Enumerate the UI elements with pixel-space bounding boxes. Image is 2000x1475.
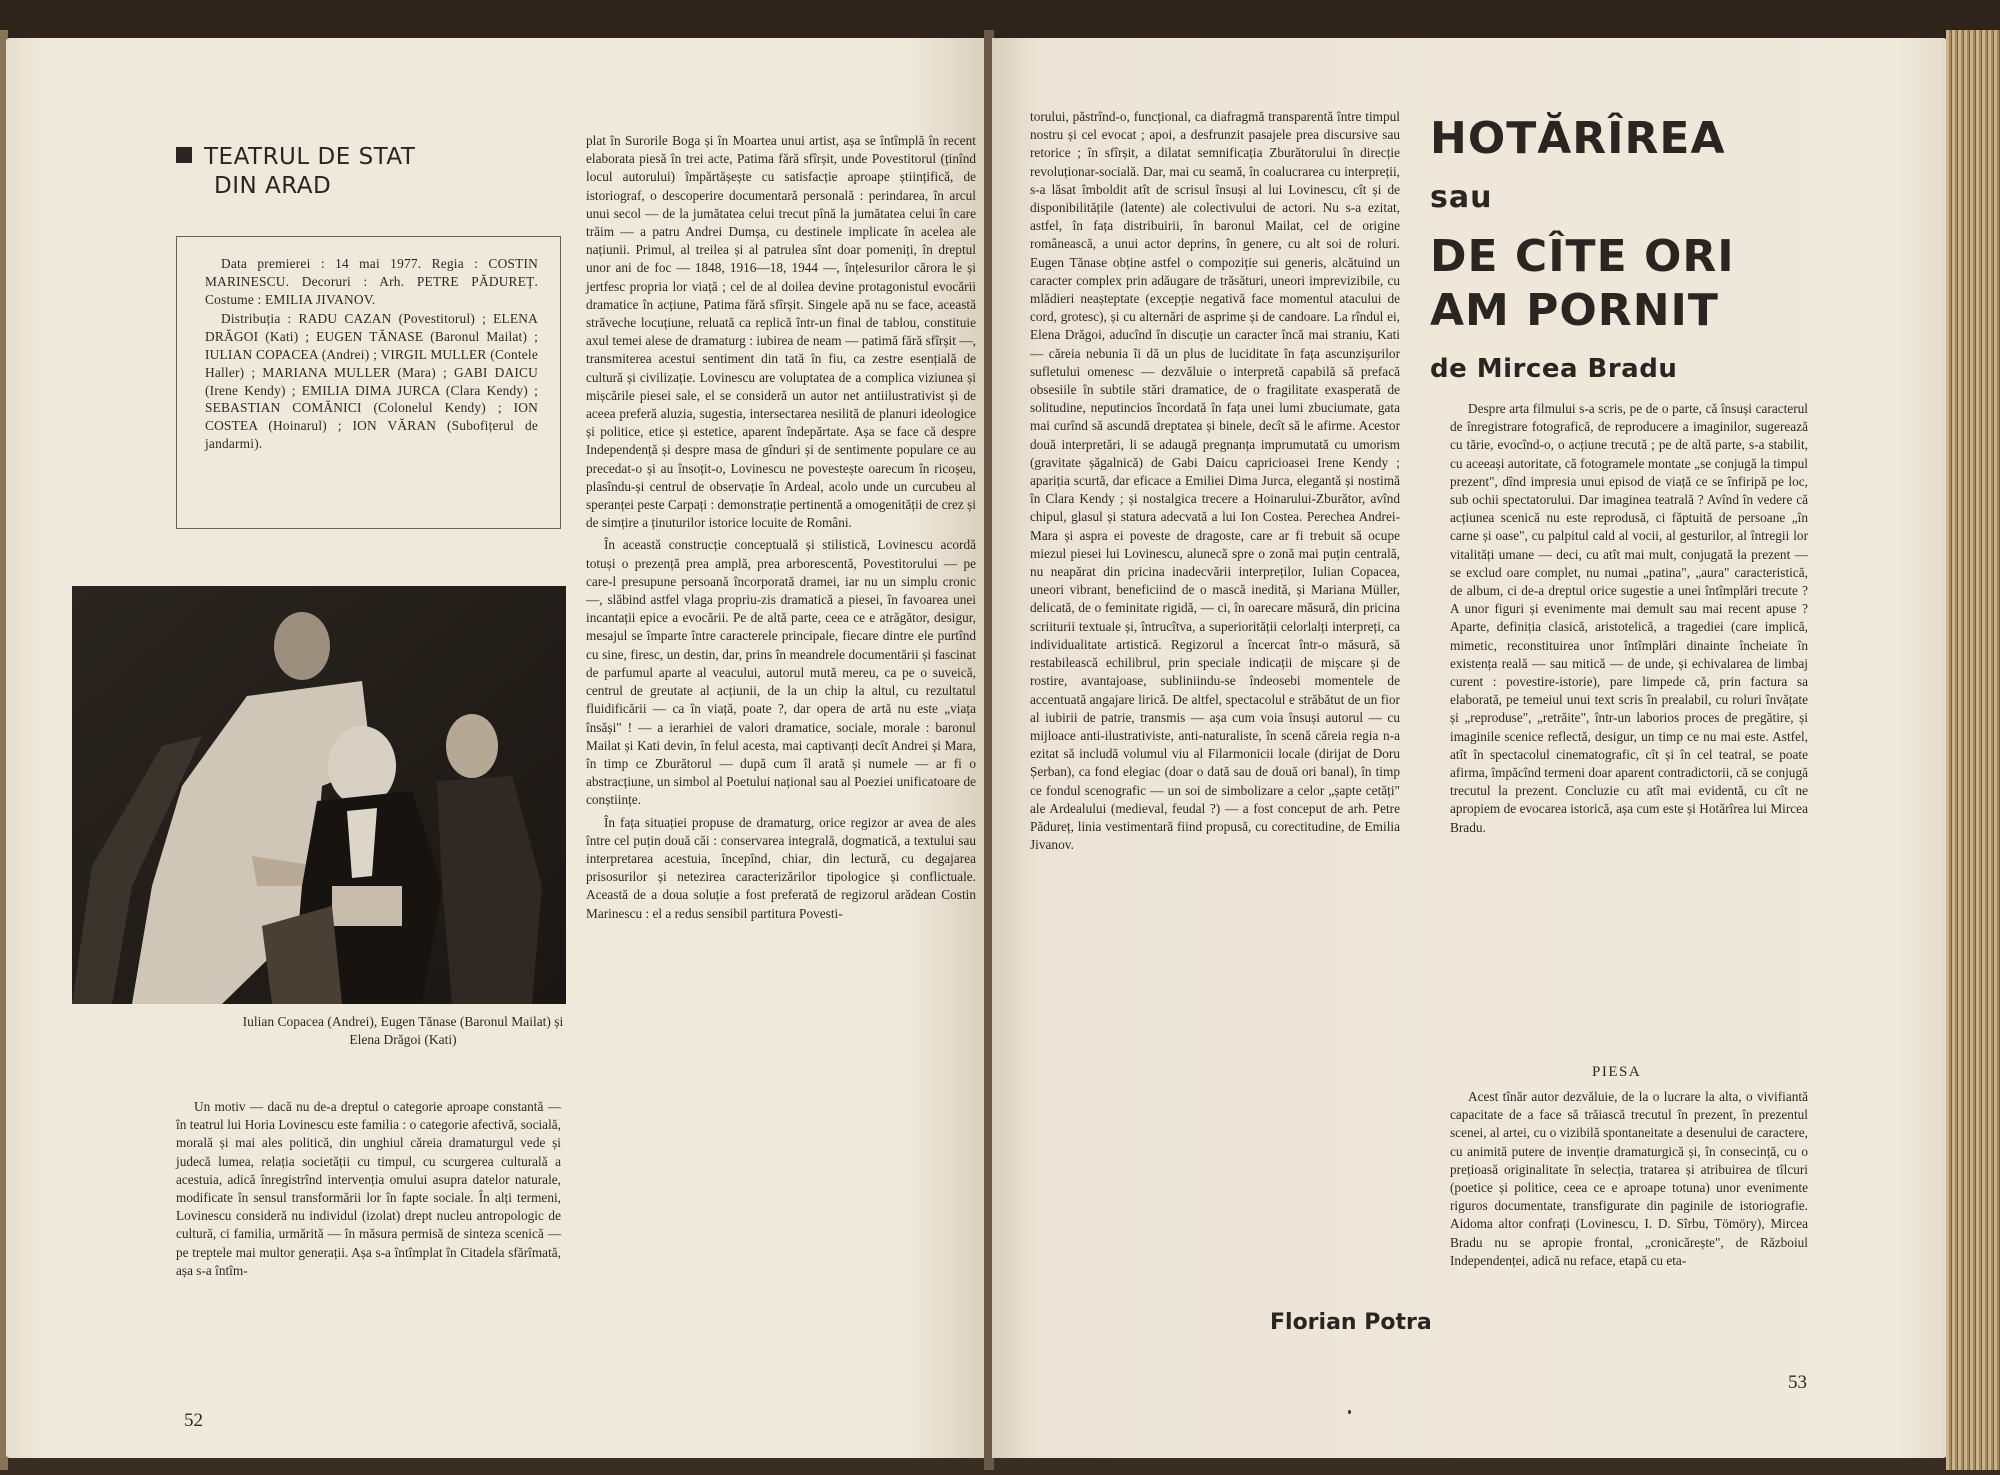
column-3 (1030, 108, 1400, 858)
column-3-paragraph: torului, păstrînd-o, funcțional, ca diafragmă transparentă între timpul nostru și cel evocat ; apoi, a desfrunzit pasajele prea discursive sau retorice ; în sfîrșit, a dilatat semnificația Zburătorului în direcție revoluționar-socială. Dar, mai cu seamă, în coalucrarea cu interpreții, s-a lăsat îmboldit atît de scrisul însuși al lui Lovinescu, cît și de disponibilitățile (latente) ale colectivului de actori. Nu s-a ezitat, astfel, în fața distribuirii, în baronul Mailat, cel de origine românească, a unui actor deprins, în genere, cu alt soi de roluri. Eugen Tănase obține astfel o compoziție sui generis, alcătuind un caracter complex prin adăugare de trăsături, uneori imprevizibile, cu mlădieri neașteptate (excepție negativă face momentul atacului de cord, grotesc), și cu alternări de asprime și de candoare. La rîndul ei, Elena Drăgoi, aducînd în discuție un caracter încă mai straniu, Kati — căreia nebunia îi dă un plus de luciditate în fața ascunzișurilor sufletului omenesc — dezvăluie o interpretă capabilă să prefacă obsesiile în subtile stări dramatice, de o fragilitate exasperată de solitudine, neputincios încordată în fața unei lumi zbuciumate, gata mai curînd să ascundă dreptatea și binele, decît să le afirme. Acestor două interpretări, li se adaugă pregnanța imprumutată cu umorism (gravitate șăgalnică) de Gabi Daicu capricioasei Irene Kendy ; apariția scurtă, dar eficace a Emiliei Dima Jurca, elegantă și nostimă în Clara Kendy ; și nostalgica trecere a Hoinarului-Zburător, avînd chipul, glasul și statura adecvată a lui Ion Costea. Perechea Andrei-Mara și aspra ei poveste de dragoste, care ar fi trebuit să ocupe miezul piesei lui Lovinescu, alunecă spre o zonă mai puțin centrală, nu neapărat din pricina inadecvării interpreților, Iulian Copacea, uneori vibrant, beneficiind de o mască inedită, și Mariana Müller, delicată, de o feminitate rigidă, — ci, în oarecare măsură, din pricina scriiturii textuale și, întrucîtva, a superiorității celorlalți interpreți, ca individualitate artistică. Regizorul a încercat într-o măsură, să restabilească echilibrul, prin speciale indicații de mișcare și de rostire, avantajoase, subliniindu-se îndeosebi momentele de accentuată angajare lirică. De altfel, spectacolul e străbătut de un fior al iubirii de patrie, transmis — așa cum voia însuși autorul — cu mijloace anti-ilustrativiste, anti-naturaliste, în scenă căreia regia n-a ezitat să includă volumul viu al Filarmonicii locale (dirijat de Doru Șerban), ca fond elegiac (doar o dată sau de două ori banal), în timp ce fondul scenografic — un soi de simbolizare a celor „șapte cetăți" ale Ardealului (medieval, feudal ?) — a fost conceput de arh. Petre Pădureț, linia vestimentară fiind propusă, cu corectitudine, de Emilia Jivanov. (1030, 109, 1400, 853)
scan-top-border (0, 0, 2000, 38)
column-4-paragraph-1: Despre arta filmului s-a scris, pe de o parte, că însuși caracterul de înregistrare fotografică, de reproducere a imaginilor, sugerează cu tărie, evocînd-o, o acțiune trecută ; pe de altă parte, s-a stabilit, cu aceeași autoritate, că fotogramele montate „se conjugă la timpul prezent", dînd impresia unui episod de viață ce se înfiripă pe loc, sub ochii spectatorului. Dar imaginea teatrală ? Avînd în vedere că acțiunea scenică nu este reprodusă, ci făptuită de persoane „în carne și oase", cu palpitul cald al vocii, al gesturilor, al întregii lor vitalități umane — deci, cu atît mai mult, conjugată la prezent — se exclud oare complet, nu numai „patina", „aura" caracteristică, de album, ci de-a dreptul orice sugestie a unei întîmplări trecute ? A unor figuri și evenimente mai demult sau mai recent apuse ? Aparte, definiția clasică, aristotelică, a tragediei (care implică, mimetic, reconstituirea unor întîmplări dinainte încheiate în existența reală — sau mitică — de unde, și echivalarea de limbaj curent : povestire-istorie), pare limpede că, prin factura sa elaborată, pe temeiul unui text scris în prealabil, cu roluri învățate și „reproduse", „retrăite", într-un laborios proces de pregătire, și imaginile scenice reflectă, desigur, un timp ce nu mai este. Astfel, atît în spectacolul cinematografic, cît și în cel teatral, se poate afirma, împăcînd termeni doar aparent contradictorii, că se conjugă trecutul la prezent. Concluzie cu atît mai evidentă, cu cît ne apropiem de evocarea istorică, așa cum este și Hotărîrea lui Mircea Bradu. (1450, 401, 1808, 835)
column-2-paragraph-1: plat în Surorile Boga și în Moartea unui artist, așa se întîmplă în recent elaborata piesă în trei acte, Patima fără sfîrșit, unde Povestitorul (ținînd locul autorului) împărtășește cu satisfacție aproape științifică, de istoriograf, o descoperire documentară personală : perindarea, în arcul unui secol — de la jumătatea celui trecut pînă la jumătatea celui în care trăim — a patru Andrei Dumșa, cu destinele implicate în acelea ale națiunii. Primul, al treilea și al patrulea sînt doar pomeniți, în dreptul unor ani de foc — 1848, 1916—18, 1944 —, înțelesurilor cărora le și jertfesc propria lor viață ; cel de al doilea devine protagonistul evocării dramatice în acțiune, Patima fără sfîrșit. Singele apă nu se face, această străveche locuțiune, reluată ca replică într-un final de tablou, constituie axul temei alese de dramaturg : iubirea de neam — patimă fără sfîrșit —, transmiterea acestui sentiment din tată în fiu, ca zestre esențială de cultură și civilizație. Lovinescu are voluptatea de a complica viziunea și mișcările piesei sale, el se consideră un autor net antiilustrativist și de aceea preferă aluzia, sugestia, intersectarea nesilită de planuri ideologice și politice, etice și estetice, aparent îndepărtate. Așa se face că despre Independență și despre masa de gînduri și de sentimente populare ce au precedat-o și au însoțit-o, Lovinescu ne povestește oarecum în ricoșeu, plasîndu-și centrul de observație în Ardeal, acolo unde un curcubeu al speranței peste Carpați : demonstrație pertinentă a omogenității de crez și de simțire a ținuturilor istorice locuite de Români. (586, 133, 976, 531)
page-number-right: 53 (1788, 1372, 1807, 1393)
article-title-line1: HOTĂRÎREA (1430, 113, 1726, 164)
article-title-line3: DE CÎTE ORI AM PORNIT (1430, 231, 1735, 336)
page-number-left: 52 (184, 1410, 203, 1431)
section-heading-line1: TEATRUL DE STAT (204, 144, 416, 170)
column-2-paragraph-3: În fața situației propuse de dramaturg, orice regizor ar avea de ales între cel puțin două căi : conservarea integrală, dogmatică, a textului sau interpretarea acestuia, începînd, chiar, din lectură, cu degajarea prisosurilor și netezirea caracterizărilor tipologice și conflictuale. Această de a doua soluție a fost preferată de regizorul arădean Costin Marinescu : el a redus sensibil partitura Povesti- (586, 814, 976, 921)
stage-photo (72, 586, 566, 1004)
section-subheading: PIESA (1592, 1064, 1642, 1080)
stage-photo-image (72, 586, 566, 1004)
credits-cast: Distribuția : RADU CAZAN (Povestitorul) ; ELENA DRĂGOI (Kati) ; EUGEN TĂNASE (Baronul Mailat) ; IULIAN COPACEA (Andrei) ; VIRGIL MULLER (Contele Haller) ; MARIANA MULLER (Mara) ; GABI DAICU (Irene Kendy) ; EMILIA DIMA JURCA (Clara Kendy) ; SEBASTIAN COMĂNICI (Colonelul Kendy) ; ION COSTEA (Hoinarul) ; ION VĂRAN (Subofițerul de jandarmi). (205, 311, 538, 451)
review-signature: Florian Potra (1270, 1310, 1432, 1335)
left-page (6, 38, 986, 1458)
section-heading (176, 143, 476, 201)
article-byline: de Mircea Bradu (1430, 354, 1678, 384)
ink-speck (1348, 1410, 1351, 1414)
column-4-paragraph-2: Acest tînăr autor dezvăluie, de la o lucrare la alta, o vivifiantă capacitate de a face să trăiască trecutul în prezent, în prezentul scenei, al artei, cu o vizibilă spontaneitate a desenului de caractere, cu animită putere de invenție dramaturgică și, în consecință, cu o prețioasă originalitate în selecția, tratarea și atribuirea de tîlcuri (poetice și politice, ceea ce e aproape totuna) unor evenimente riguros documentate, transfigurate din paginile de istoriografie. Aidoma altor confrați (Lovinescu, I. D. Sîrbu, Tömöry), Mircea Bradu nu se apropie frontal, „cronicărește", de Războiul Independenței, adică nu reface, etapă cu eta- (1450, 1089, 1808, 1268)
column-4 (1450, 400, 1808, 841)
credits-box (176, 236, 561, 529)
square-bullet-icon (176, 147, 192, 163)
book-page-edges (1946, 30, 2000, 1470)
column-4b (1450, 1088, 1808, 1274)
article-title-line2: sau (1430, 180, 1493, 215)
photo-caption: Iulian Copacea (Andrei), Eugen Tănase (Baronul Mailat) și Elena Drăgoi (Kati) (242, 1014, 564, 1047)
credits-production: Data premierei : 14 mai 1977. Regia : COSTIN MARINESCU. Decoruri : Arh. PETRE PĂDUREȚ. Costume : EMILIA JIVANOV. (205, 256, 538, 307)
column-1 (176, 1098, 561, 1284)
column-1-paragraph: Un motiv — dacă nu de-a dreptul o categorie aproape constantă — în teatrul lui Horia Lovinescu este familia : o categorie afectivă, socială, morală și mai ales politică, din unghiul căreia dramaturgul vede și judecă lumea, relația societății cu timpul, cu scurgerea culturală a acestuia, adică înregistrînd intervenția omului asupra datelor naturale, modificate în sensul transformării lor în fapte sociale. În alți termeni, Lovinescu consideră nu individul (izolat) drept nucleu antropologic de cultură, ci familia, urmărită — în măsura permisă de sinteza scenică — pe treptele mai multor generații. Așa s-a întîmplat în Citadela sfărîmată, așa s-a întîm- (176, 1099, 561, 1278)
section-heading-line2: DIN ARAD (214, 173, 332, 199)
column-2 (586, 132, 976, 927)
column-2-paragraph-2: În această construcție conceptuală și stilistică, Lovinescu acordă totuși o prezență prea amplă, prea arborescentă, Povestitorului — pe care-l presupune persoană încorporată dramei, iar nu un simplu cronic —, slăbind astfel vlaga propriu-zis dramatică a piesei, în favoarea unei incantații epice a evocării. Pe de altă parte, ceea ce e atrăgător, desigur, mesajul se împarte între caracterele principale, fiecare dintre ele purtînd cu sine, firesc, un destin, dar, prins în meandrele documentării și fascinat de parfumul aparte al veacului, autorul mută mereu, ca pe o suveică, centrul de greutate al acțiunii, de la un chip la altul, cu rezultatul fluidificării — ca în viață, poate ?, dar opera de artă nu este „viața însăși" ! — a ierarhiei de valori dramatice, sociale, morale : baronul Mailat și Kati devin, în felul acesta, mai captivanți decît Andrei și Mara, în timp ce Zburătorul — după cum îl arată și numele — ar fi o abstracțiune, un simbol al Poetului național sau al Poeziei unificatoare de conștiințe. (586, 537, 976, 808)
article-title (1430, 112, 1790, 338)
